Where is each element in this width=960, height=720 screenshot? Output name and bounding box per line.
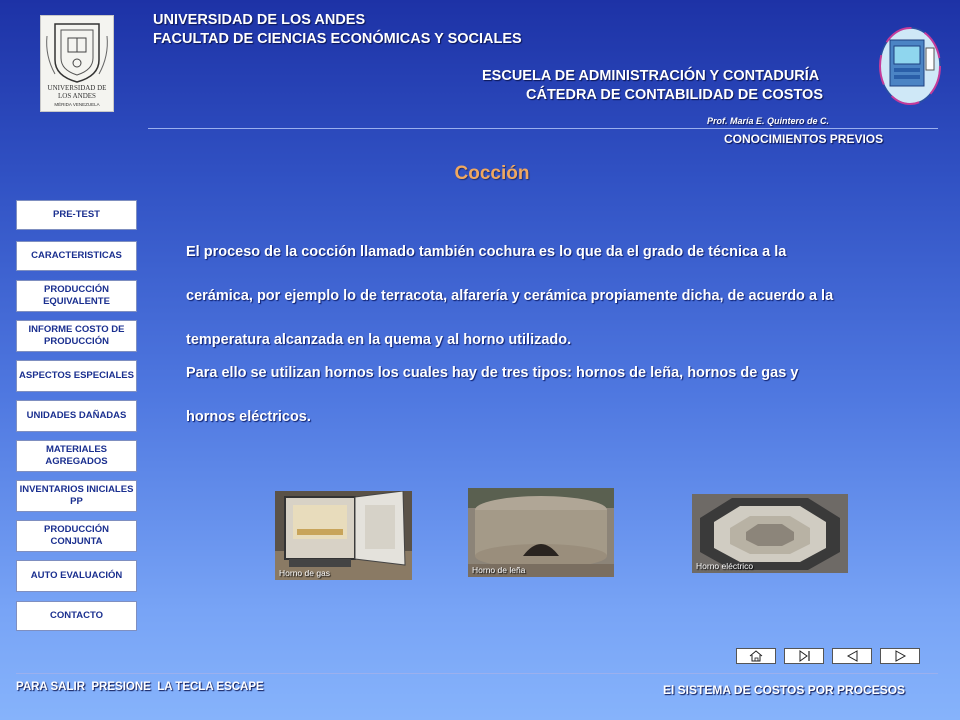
photo-electric-kiln	[692, 494, 848, 573]
system-title: El SISTEMA DE COSTOS POR PROCESOS	[663, 683, 906, 697]
sidebar-item-contacto[interactable]: CONTACTO	[16, 601, 137, 631]
sidebar-item-auto-evaluacion[interactable]: AUTO EVALUACIÓN	[16, 560, 137, 592]
sidebar-item-informe-costo[interactable]: INFORME COSTO DE PRODUCCIÓN	[16, 320, 137, 352]
faculty-name: FACULTAD DE CIENCIAS ECONÓMICAS Y SOCIALES	[153, 31, 522, 47]
logo-subtext: MÉRIDA VENEZUELA	[54, 102, 100, 107]
paragraph-line: cerámica, por ejemplo lo de terracota, alfarería y cerámica propiamente dicha, de acuerdo a la	[186, 288, 834, 304]
header-divider	[148, 128, 938, 129]
footer-divider	[16, 673, 938, 674]
paragraph-line: temperatura alcanzada en la quema y al horno utilizado.	[186, 332, 572, 348]
next-button[interactable]	[880, 648, 920, 664]
university-name: UNIVERSIDAD DE LOS ANDES	[153, 12, 366, 28]
previous-button[interactable]	[832, 648, 872, 664]
sidebar-item-caracteristicas[interactable]: CARACTERISTICAS	[16, 241, 137, 271]
logo-text: UNIVERSIDAD DE LOS ANDES	[47, 84, 107, 100]
home-icon	[737, 649, 775, 663]
paragraph-line: hornos eléctricos.	[186, 409, 311, 425]
page-title: Cocción	[454, 163, 530, 184]
sidebar-item-materiales-agregados[interactable]: MATERIALES AGREGADOS	[16, 440, 137, 472]
photo-caption: Horno eléctrico	[696, 561, 754, 571]
end-button[interactable]	[784, 648, 824, 664]
university-logo	[40, 15, 114, 112]
previous-icon	[833, 649, 871, 663]
paragraph-line: El proceso de la cocción llamado también cochura es lo que da el grado de técnica a la	[186, 244, 787, 260]
photo-wood-kiln	[468, 488, 614, 577]
home-button[interactable]	[736, 648, 776, 664]
sidebar-item-aspectos-especiales[interactable]: ASPECTOS ESPECIALES	[16, 360, 137, 392]
paragraph-intro	[186, 230, 916, 351]
end-icon	[785, 649, 823, 663]
sidebar-item-pre-test[interactable]: PRE-TEST	[16, 200, 137, 230]
sidebar-item-unidades-danadas[interactable]: UNIDADES DAÑADAS	[16, 400, 137, 432]
sidebar-item-produccion-conjunta[interactable]: PRODUCCIÓN CONJUNTA	[16, 520, 137, 552]
sidebar-item-inventarios-iniciales[interactable]: INVENTARIOS INICIALES PP	[16, 480, 137, 512]
paragraph-kilns	[186, 351, 916, 439]
next-icon	[881, 649, 919, 663]
sidebar-item-produccion-equivalente[interactable]: PRODUCCIÓN EQUIVALENTE	[16, 280, 137, 312]
chair-name: CÁTEDRA DE CONTABILIDAD DE COSTOS	[526, 87, 823, 103]
paragraph-line: Para ello se utilizan hornos los cuales hay de tres tipos: hornos de leña, hornos de gas y	[186, 365, 799, 381]
photo-caption: Horno de leña	[472, 565, 526, 575]
photo-gas-kiln	[275, 491, 412, 580]
computer-globe-icon	[876, 20, 944, 106]
section-label: CONOCIMIENTOS PREVIOS	[724, 132, 884, 146]
exit-instruction: PARA SALIR PRESIONE LA TECLA ESCAPE	[16, 681, 264, 693]
professor-name: Prof. María E. Quintero de C.	[707, 116, 830, 126]
content-body	[186, 230, 916, 439]
school-name: ESCUELA DE ADMINISTRACIÓN Y CONTADURÍA	[482, 68, 820, 84]
photo-caption: Horno de gas	[279, 568, 331, 578]
